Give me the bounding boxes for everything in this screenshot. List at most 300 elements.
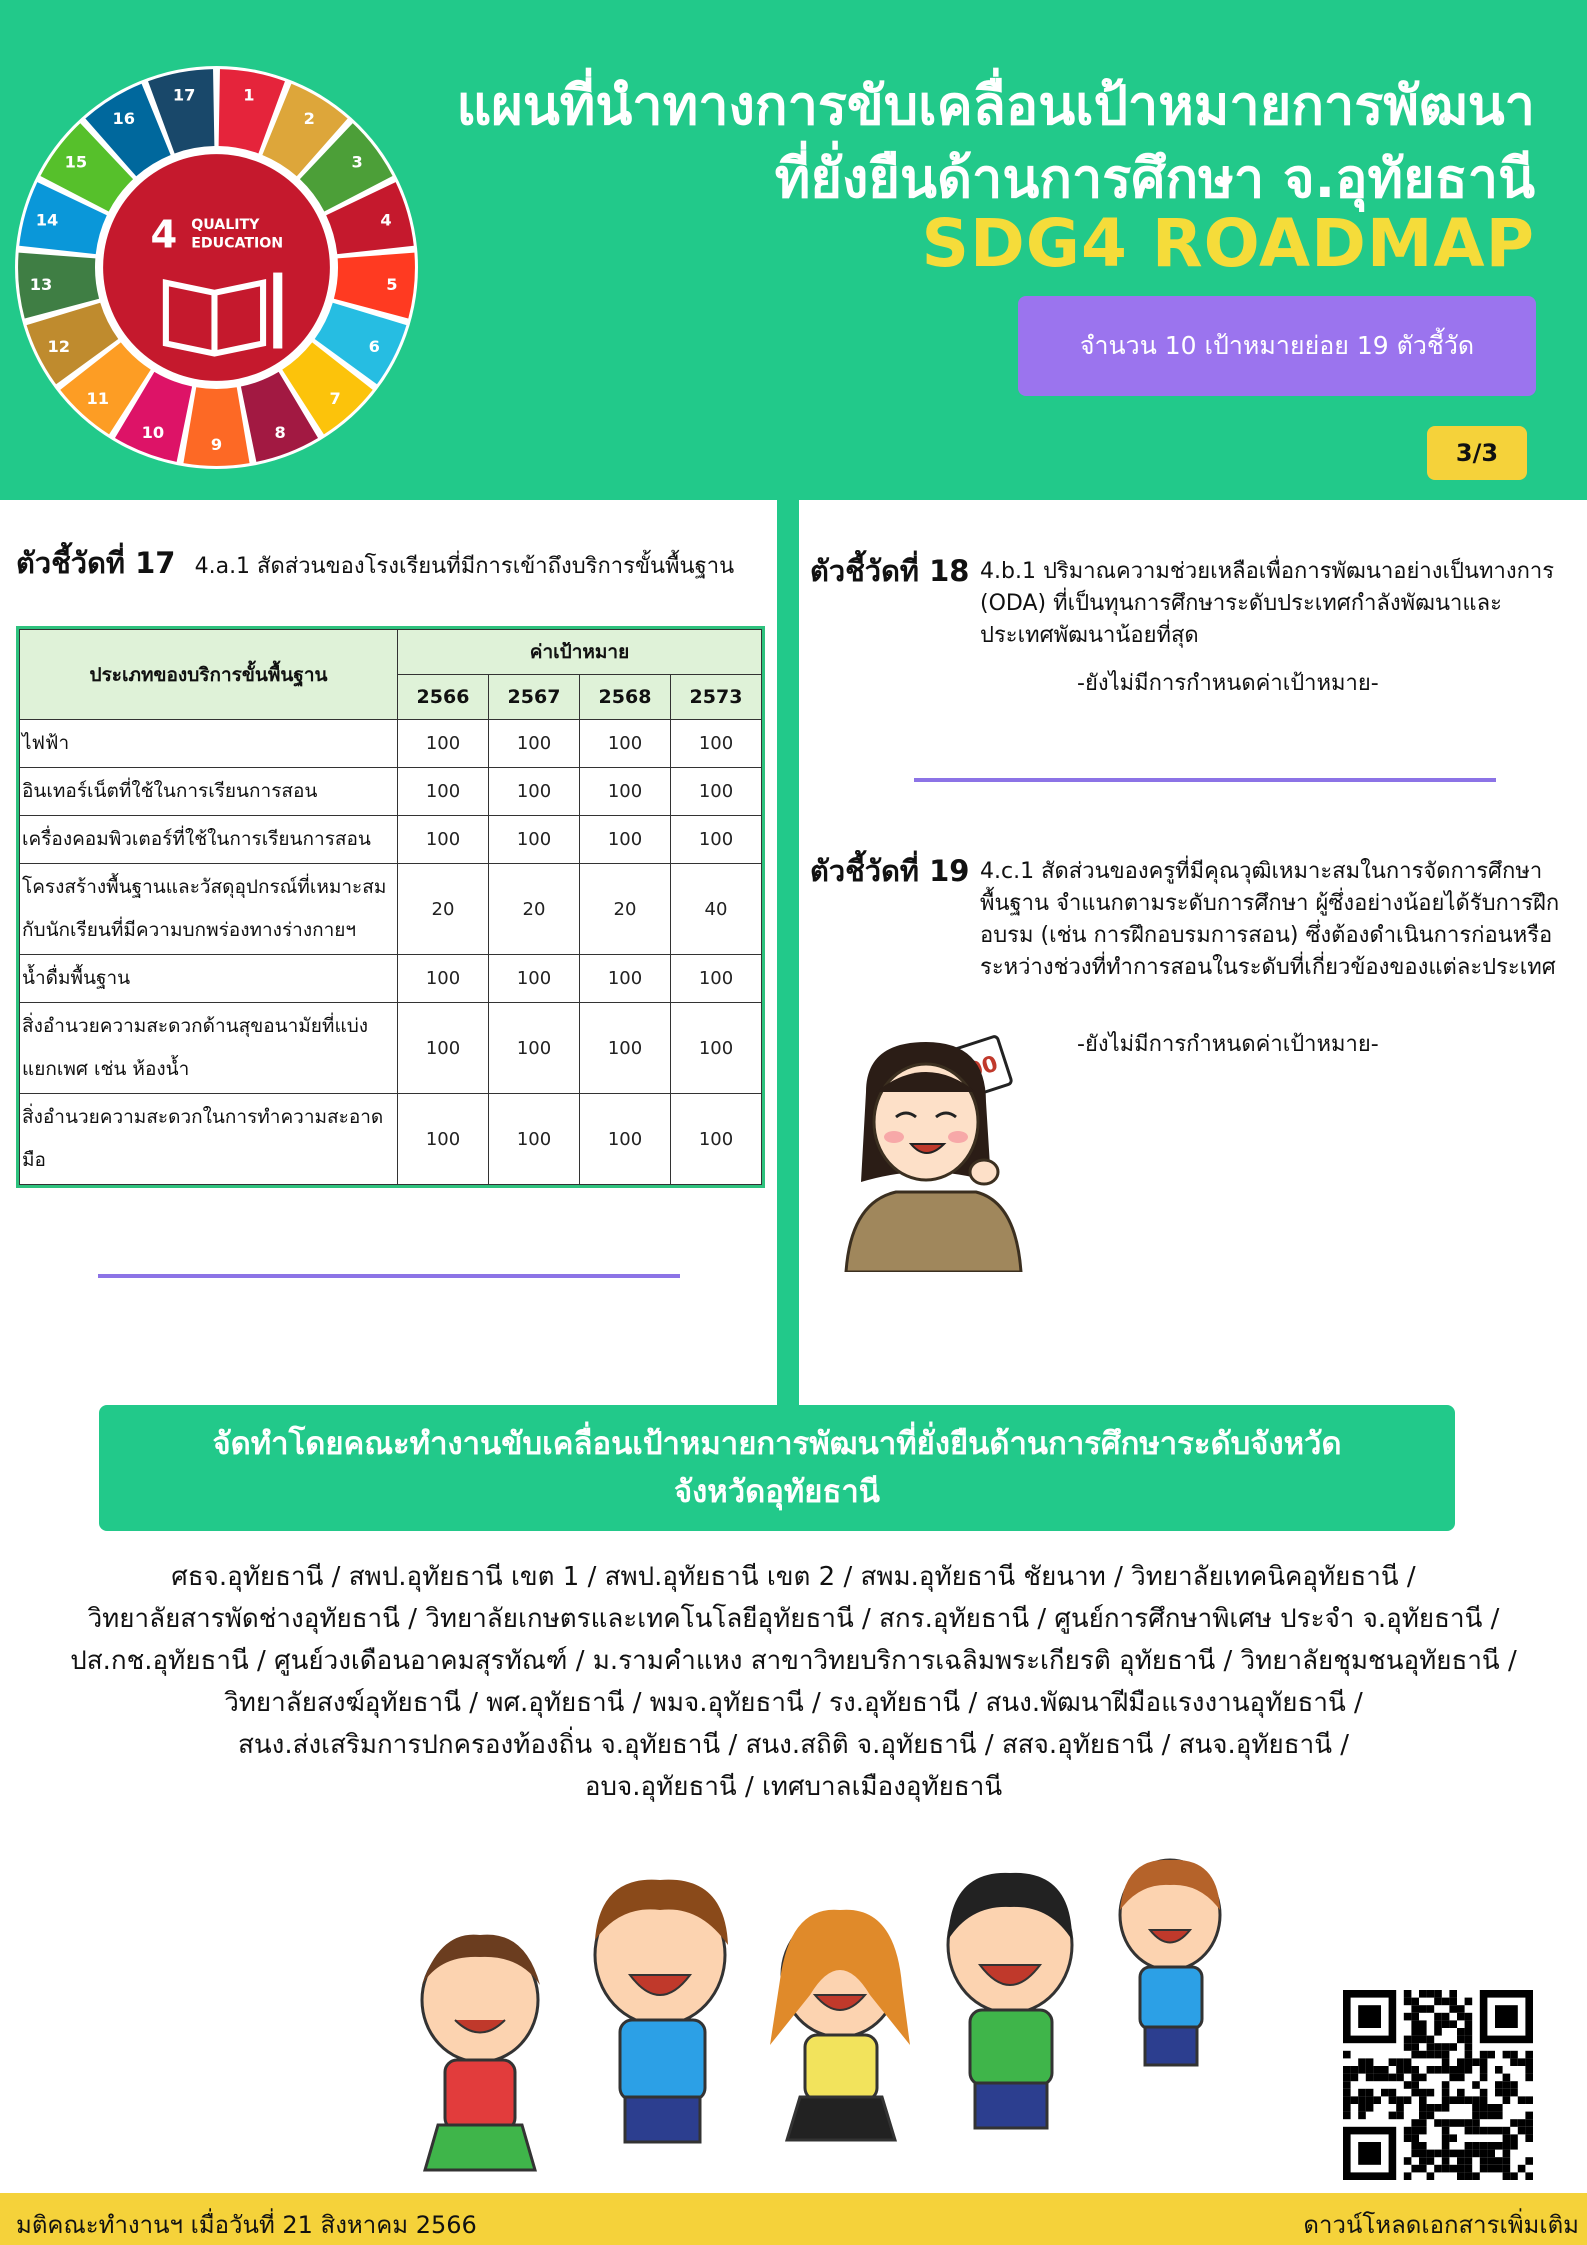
qr-module xyxy=(1411,2005,1419,2013)
qr-module xyxy=(1442,2043,1450,2051)
qr-module xyxy=(1396,2074,1404,2082)
qr-module xyxy=(1487,2142,1495,2150)
qr-module xyxy=(1487,2112,1495,2120)
qr-module xyxy=(1449,2020,1457,2028)
qr-module xyxy=(1465,2036,1473,2044)
qr-module xyxy=(1411,2150,1419,2158)
qr-module xyxy=(1434,2028,1442,2036)
qr-module xyxy=(1465,2165,1473,2173)
sdg-goal-number: 5 xyxy=(386,274,398,294)
qr-module xyxy=(1419,2096,1427,2104)
qr-module xyxy=(1518,2165,1526,2173)
qr-module xyxy=(1411,2142,1419,2150)
qr-module xyxy=(1465,2051,1473,2059)
sdg-goal-number: 7 xyxy=(329,388,341,408)
qr-module xyxy=(1419,2104,1427,2112)
qr-module xyxy=(1404,2096,1412,2104)
sdg-goal-number: 9 xyxy=(210,434,223,454)
table-row xyxy=(20,816,762,864)
qr-module xyxy=(1389,2096,1397,2104)
subtitle-box xyxy=(1018,296,1536,396)
qr-module xyxy=(1449,2043,1457,2051)
goal-4-number: 4 xyxy=(150,212,178,258)
qr-module xyxy=(1343,2051,1351,2059)
qr-module xyxy=(1495,2157,1503,2165)
sdg-goal-number: 4 xyxy=(380,210,392,230)
qr-module xyxy=(1411,2089,1419,2097)
table-cell-value: 100 xyxy=(398,955,489,1003)
qr-module xyxy=(1434,2051,1442,2059)
sdg-goal-number: 14 xyxy=(35,210,59,230)
qr-module xyxy=(1434,1998,1442,2006)
teacher-illustration xyxy=(826,1032,1046,1272)
qr-module xyxy=(1434,2150,1442,2158)
indicator-17-label: ตัวชี้วัดที่ 17 xyxy=(16,546,176,580)
qr-module xyxy=(1419,2119,1427,2127)
qr-module xyxy=(1465,2020,1473,2028)
qr-module xyxy=(1396,2058,1404,2066)
qr-module xyxy=(1472,2112,1480,2120)
qr-module xyxy=(1495,2112,1503,2120)
qr-module xyxy=(1434,2119,1442,2127)
qr-module xyxy=(1503,2150,1511,2158)
qr-module xyxy=(1411,2119,1419,2127)
qr-module xyxy=(1525,2127,1533,2135)
qr-module xyxy=(1419,2165,1427,2173)
qr-module xyxy=(1343,2112,1351,2120)
footer-download-link[interactable]: ดาวน์โหลดเอกสารเพิ่มเติม xyxy=(1303,2211,1579,2239)
table-cell-value: 100 xyxy=(580,1003,671,1094)
qr-module xyxy=(1480,2066,1488,2074)
footer-bar xyxy=(0,2193,1587,2245)
organizer-line-2: จังหวัดอุทัยธานี xyxy=(673,1474,880,1510)
qr-module xyxy=(1510,2089,1518,2097)
qr-module xyxy=(1472,2058,1480,2066)
qr-module xyxy=(1366,2104,1374,2112)
qr-module xyxy=(1472,2119,1480,2127)
table-cell-value: 20 xyxy=(398,864,489,955)
qr-module xyxy=(1404,2043,1412,2051)
partner-line: วิทยาลัยสงฆ์อุทัยธานี / พศ.อุทัยธานี / พมจ.อุทัยธานี / รง.อุทัยธานี / สนง.พัฒนาฝีมือแรงงานอุทัยธานี / xyxy=(224,1688,1363,1718)
organizer-line-1: จัดทำโดยคณะทำงานขับเคลื่อนเป้าหมายการพัฒนาที่ยั่งยืนด้านการศึกษาระดับจังหวัด xyxy=(212,1426,1342,1462)
qr-module xyxy=(1404,2036,1412,2044)
qr-module xyxy=(1411,1998,1419,2006)
qr-module xyxy=(1503,2051,1511,2059)
qr-module xyxy=(1442,2096,1450,2104)
qr-module xyxy=(1442,2081,1450,2089)
qr-module xyxy=(1358,2066,1366,2074)
qr-module xyxy=(1449,2134,1457,2142)
qr-module xyxy=(1480,2165,1488,2173)
sdg-goal-number: 11 xyxy=(86,388,110,408)
qr-module xyxy=(1525,2096,1533,2104)
table-cell-value: 100 xyxy=(671,768,762,816)
table-cell-name: สิ่งอำนวยความสะดวกด้านสุขอนามัยที่แบ่งแยกเพศ เช่น ห้องน้ำ xyxy=(20,1003,398,1094)
qr-module xyxy=(1427,2036,1435,2044)
qr-module xyxy=(1389,2112,1397,2120)
qr-module xyxy=(1411,2020,1419,2028)
sdg-goal-number: 16 xyxy=(112,108,136,128)
table-year-header: 2566 xyxy=(398,675,489,720)
table-cell-value: 100 xyxy=(671,816,762,864)
qr-module xyxy=(1457,2150,1465,2158)
qr-module xyxy=(1487,2165,1495,2173)
table-cell-value: 100 xyxy=(489,768,580,816)
qr-module xyxy=(1449,2074,1457,2082)
qr-module xyxy=(1525,2074,1533,2082)
qr-module xyxy=(1389,2074,1397,2082)
qr-module xyxy=(1419,1990,1427,1998)
partner-line: อบจ.อุทัยธานี / เทศบาลเมืองอุทัยธานี xyxy=(584,1772,1003,1802)
qr-module xyxy=(1480,2058,1488,2066)
table-row xyxy=(20,720,762,768)
qr-module xyxy=(1525,2058,1533,2066)
qr-module xyxy=(1442,2058,1450,2066)
table-row xyxy=(20,768,762,816)
qr-code[interactable] xyxy=(1343,1990,1533,2180)
qr-module xyxy=(1411,2028,1419,2036)
right-separator-line xyxy=(914,778,1496,782)
qr-finder-pattern xyxy=(1358,2142,1381,2165)
qr-module xyxy=(1487,2104,1495,2112)
qr-module xyxy=(1465,2119,1473,2127)
qr-module xyxy=(1442,2134,1450,2142)
qr-module xyxy=(1457,2066,1465,2074)
table-cell-value: 100 xyxy=(489,1094,580,1185)
qr-module xyxy=(1419,2074,1427,2082)
qr-module xyxy=(1404,1998,1412,2006)
qr-module xyxy=(1465,2043,1473,2051)
qr-module xyxy=(1434,2165,1442,2173)
qr-module xyxy=(1525,2134,1533,2142)
qr-module xyxy=(1487,2157,1495,2165)
qr-module xyxy=(1449,2165,1457,2173)
sdg-goal-number: 13 xyxy=(29,274,53,294)
qr-module xyxy=(1419,2112,1427,2120)
qr-module xyxy=(1419,2089,1427,2097)
qr-module xyxy=(1442,2066,1450,2074)
qr-module xyxy=(1503,2081,1511,2089)
qr-module xyxy=(1358,2058,1366,2066)
indicator-18-no-target: -ยังไม่มีการกำหนดค่าเป้าหมาย- xyxy=(1077,671,1379,696)
qr-module xyxy=(1366,2096,1374,2104)
teacher-uniform xyxy=(846,1192,1021,1272)
qr-module xyxy=(1434,2020,1442,2028)
qr-module xyxy=(1472,2150,1480,2158)
qr-module xyxy=(1411,2074,1419,2082)
pencil-icon xyxy=(273,273,282,349)
qr-module xyxy=(1503,2127,1511,2135)
qr-module xyxy=(1480,2157,1488,2165)
qr-module xyxy=(1495,2165,1503,2173)
qr-module xyxy=(1480,2150,1488,2158)
qr-module xyxy=(1465,2157,1473,2165)
table-cell-value: 100 xyxy=(398,816,489,864)
education-label: EDUCATION xyxy=(191,235,284,252)
kid-4 xyxy=(948,1873,1072,2128)
qr-module xyxy=(1457,2058,1465,2066)
table-year-header: 2568 xyxy=(580,675,671,720)
table-row xyxy=(20,864,762,955)
partner-line: วิทยาลัยสารพัดช่างอุทัยธานี / วิทยาลัยเกษตรและเทคโนโลยีอุทัยธานี / สกร.อุทัยธานี / ศูนย์การศึกษาพิเศษ ประจำ จ.อุทัยธานี / xyxy=(87,1604,1500,1634)
qr-module xyxy=(1457,2096,1465,2104)
table-cell-value: 100 xyxy=(580,720,671,768)
qr-module xyxy=(1366,2089,1374,2097)
qr-module xyxy=(1396,2096,1404,2104)
table-cell-value: 100 xyxy=(489,816,580,864)
sdg-goal-number: 2 xyxy=(303,108,315,128)
table-col-header-service: ประเภทของบริการขั้นพื้นฐาน xyxy=(20,630,398,720)
qr-module xyxy=(1358,2089,1366,2097)
indicator-19-label: ตัวชี้วัดที่ 19 xyxy=(810,854,970,888)
qr-module xyxy=(1419,2150,1427,2158)
table-cell-name: อินเทอร์เน็ตที่ใช้ในการเรียนการสอน xyxy=(20,768,398,816)
qr-module xyxy=(1381,2066,1389,2074)
qr-module xyxy=(1487,2150,1495,2158)
table-cell-value: 100 xyxy=(489,955,580,1003)
qr-module xyxy=(1480,2051,1488,2059)
qr-module xyxy=(1457,2089,1465,2097)
qr-module xyxy=(1404,2127,1412,2135)
qr-module xyxy=(1427,2043,1435,2051)
organizer-banner xyxy=(99,1405,1455,1531)
qr-module xyxy=(1465,2066,1473,2074)
qr-module xyxy=(1503,2157,1511,2165)
qr-module xyxy=(1442,1998,1450,2006)
qr-module xyxy=(1510,2081,1518,2089)
qr-module xyxy=(1404,1990,1412,1998)
qr-module xyxy=(1404,2172,1412,2180)
qr-module xyxy=(1480,2089,1488,2097)
qr-module xyxy=(1480,2074,1488,2082)
qr-module xyxy=(1472,2081,1480,2089)
qr-module xyxy=(1442,2142,1450,2150)
qr-module xyxy=(1503,2172,1511,2180)
qr-module xyxy=(1343,2074,1351,2082)
qr-module xyxy=(1427,2066,1435,2074)
qr-module xyxy=(1465,2150,1473,2158)
qr-module xyxy=(1343,2066,1351,2074)
qr-module xyxy=(1480,2142,1488,2150)
qr-module xyxy=(1465,1998,1473,2006)
qr-module xyxy=(1525,2112,1533,2120)
qr-module xyxy=(1442,2020,1450,2028)
table-cell-value: 100 xyxy=(398,768,489,816)
kid-3 xyxy=(770,1910,910,2140)
table-cell-value: 100 xyxy=(671,1003,762,1094)
table-cell-name: โครงสร้างพื้นฐานและวัสดุอุปกรณ์ที่เหมาะสมกับนักเรียนที่มีความบกพร่องทางร่างกายฯ xyxy=(20,864,398,955)
partner-line: ปส.กช.อุทัยธานี / ศูนย์วงเดือนอาคมสุรทัณฑ์ / ม.รามคำแหง สาขาวิทยบริการเฉลิมพระเกียรติ อุทัยธานี / วิทยาลัยชุมชนอุทัยธานี / xyxy=(70,1646,1517,1676)
qr-module xyxy=(1442,2127,1450,2135)
qr-module xyxy=(1427,2157,1435,2165)
qr-module xyxy=(1427,2089,1435,2097)
qr-module xyxy=(1472,2172,1480,2180)
table-cell-value: 20 xyxy=(580,864,671,955)
qr-module xyxy=(1495,2142,1503,2150)
qr-module xyxy=(1503,2074,1511,2082)
qr-module xyxy=(1434,2066,1442,2074)
qr-module xyxy=(1373,2096,1381,2104)
qr-module xyxy=(1449,1990,1457,1998)
qr-module xyxy=(1465,2058,1473,2066)
page-badge: 3/3 xyxy=(1427,426,1527,480)
qr-module xyxy=(1396,2104,1404,2112)
qr-module xyxy=(1396,2066,1404,2074)
indicator-17-text: 4.a.1 สัดส่วนของโรงเรียนที่มีการเข้าถึงบริการขั้นพื้นฐาน xyxy=(194,554,735,579)
qr-module xyxy=(1373,2066,1381,2074)
qr-module xyxy=(1442,2165,1450,2173)
kid-2 xyxy=(595,1880,728,2142)
qr-module xyxy=(1518,2058,1526,2066)
qr-module xyxy=(1419,2127,1427,2135)
sdg-goal-number: 8 xyxy=(274,422,286,442)
sdg-goal-number: 3 xyxy=(351,152,363,172)
qr-module xyxy=(1457,2036,1465,2044)
qr-module xyxy=(1389,2058,1397,2066)
sdg-goal-number: 10 xyxy=(141,422,165,442)
qr-module xyxy=(1366,2058,1374,2066)
qr-module xyxy=(1503,2089,1511,2097)
qr-module xyxy=(1442,2150,1450,2158)
qr-module xyxy=(1381,2074,1389,2082)
table-col-header-target: ค่าเป้าหมาย xyxy=(398,630,762,675)
qr-module xyxy=(1351,2066,1359,2074)
table-row xyxy=(20,955,762,1003)
qr-module xyxy=(1480,2104,1488,2112)
indicator-17-heading xyxy=(16,540,734,586)
qr-module xyxy=(1518,2096,1526,2104)
qr-module xyxy=(1419,2005,1427,2013)
kid-1 xyxy=(422,1935,540,2170)
qr-module xyxy=(1510,2051,1518,2059)
qr-module xyxy=(1449,2150,1457,2158)
qr-module xyxy=(1518,2127,1526,2135)
qr-module xyxy=(1404,2134,1412,2142)
table-cell-name: น้ำดื่มพื้นฐาน xyxy=(20,955,398,1003)
qr-module xyxy=(1396,2112,1404,2120)
kid-5 xyxy=(1120,1860,1220,2065)
qr-module xyxy=(1449,2066,1457,2074)
qr-module xyxy=(1487,2127,1495,2135)
qr-module xyxy=(1510,2119,1518,2127)
qr-module xyxy=(1358,2096,1366,2104)
qr-module xyxy=(1411,2043,1419,2051)
table-cell-value: 100 xyxy=(398,1094,489,1185)
qr-module xyxy=(1525,2172,1533,2180)
left-separator-line xyxy=(98,1274,680,1278)
qr-module xyxy=(1442,2157,1450,2165)
footer-resolution-date: มติคณะทำงานฯ เมื่อวันที่ 21 สิงหาคม 2566 xyxy=(16,2211,477,2239)
qr-module xyxy=(1480,2112,1488,2120)
title-roadmap: SDG4 ROADMAP xyxy=(921,205,1535,282)
qr-module xyxy=(1495,2104,1503,2112)
qr-module xyxy=(1442,2104,1450,2112)
qr-module xyxy=(1411,2081,1419,2089)
qr-module xyxy=(1449,2119,1457,2127)
table-cell-value: 100 xyxy=(580,1094,671,1185)
qr-module xyxy=(1373,2074,1381,2082)
qr-module xyxy=(1457,2172,1465,2180)
table-cell-value: 100 xyxy=(671,955,762,1003)
qr-module xyxy=(1449,2096,1457,2104)
qr-module xyxy=(1411,2066,1419,2074)
qr-module xyxy=(1411,2165,1419,2173)
qr-module xyxy=(1457,2119,1465,2127)
qr-module xyxy=(1525,2051,1533,2059)
partner-list xyxy=(40,1556,1547,1808)
qr-module xyxy=(1495,2066,1503,2074)
qr-module xyxy=(1465,2028,1473,2036)
table-cell-value: 100 xyxy=(398,1003,489,1094)
table-cell-value: 100 xyxy=(671,1094,762,1185)
qr-module xyxy=(1457,2013,1465,2021)
qr-module xyxy=(1457,2028,1465,2036)
qr-module xyxy=(1427,2104,1435,2112)
indicator-19-text: 4.c.1 สัดส่วนของครูที่มีคุณวุฒิเหมาะสมในการจัดการศึกษาพื้นฐาน จำแนกตามระดับการศึกษา ผู้ซึ่งอย่างน้อยได้รับการฝึกอบรม (เช่น การฝึกอบรมการสอน) ซึ่งต้องดำเนินการก่อนหรือระหว่างช่วงที่ทำการสอนในระดับที่เกี่ยวข้องของแต่ละประเทศ xyxy=(980,859,1560,980)
kids-illustration xyxy=(350,1835,1280,2205)
sdg-goal-number: 6 xyxy=(368,337,380,357)
title-line-2: ที่ยั่งยืนด้านการศึกษา จ.อุทัยธานี xyxy=(774,147,1535,210)
subtitle-text: จำนวน 10 เป้าหมายย่อย 19 ตัวชี้วัด xyxy=(1079,331,1475,360)
quality-label: QUALITY xyxy=(191,217,260,234)
qr-module xyxy=(1518,2119,1526,2127)
qr-finder-pattern xyxy=(1358,2005,1381,2028)
qr-module xyxy=(1442,2089,1450,2097)
qr-module xyxy=(1419,2142,1427,2150)
sdg-goal-number: 12 xyxy=(47,337,71,357)
qr-module xyxy=(1343,2081,1351,2089)
qr-module xyxy=(1472,2142,1480,2150)
qr-module xyxy=(1366,2074,1374,2082)
qr-module xyxy=(1404,2157,1412,2165)
qr-module xyxy=(1449,1998,1457,2006)
qr-module xyxy=(1419,2157,1427,2165)
qr-module xyxy=(1419,2028,1427,2036)
table-cell-value: 100 xyxy=(580,955,671,1003)
table-cell-value: 100 xyxy=(489,1003,580,1094)
qr-module xyxy=(1419,2051,1427,2059)
table-row xyxy=(20,1003,762,1094)
qr-module xyxy=(1503,2142,1511,2150)
qr-module xyxy=(1449,2005,1457,2013)
table-cell-value: 100 xyxy=(398,720,489,768)
sdg-wheel-logo xyxy=(14,65,419,470)
qr-module xyxy=(1510,2134,1518,2142)
table-cell-name: เครื่องคอมพิวเตอร์ที่ใช้ในการเรียนการสอน xyxy=(20,816,398,864)
sdg-goal-number: 1 xyxy=(243,85,255,105)
table-cell-value: 100 xyxy=(489,720,580,768)
title-line-1: แผนที่นำทางการขับเคลื่อนเป้าหมายการพัฒนา xyxy=(456,74,1535,137)
qr-module xyxy=(1419,2036,1427,2044)
qr-module xyxy=(1411,2013,1419,2021)
qr-module xyxy=(1465,2142,1473,2150)
table-cell-value: 20 xyxy=(489,864,580,955)
qr-module xyxy=(1525,2119,1533,2127)
qr-module xyxy=(1457,2165,1465,2173)
qr-module xyxy=(1366,2066,1374,2074)
qr-module xyxy=(1411,2051,1419,2059)
table-cell-name: ไฟฟ้า xyxy=(20,720,398,768)
qr-module xyxy=(1427,2112,1435,2120)
header-banner xyxy=(0,0,1587,500)
qr-module xyxy=(1480,2127,1488,2135)
qr-module xyxy=(1472,2104,1480,2112)
qr-module xyxy=(1503,2134,1511,2142)
qr-module xyxy=(1404,2058,1412,2066)
qr-module xyxy=(1427,2150,1435,2158)
qr-module xyxy=(1434,2043,1442,2051)
qr-module xyxy=(1442,2119,1450,2127)
